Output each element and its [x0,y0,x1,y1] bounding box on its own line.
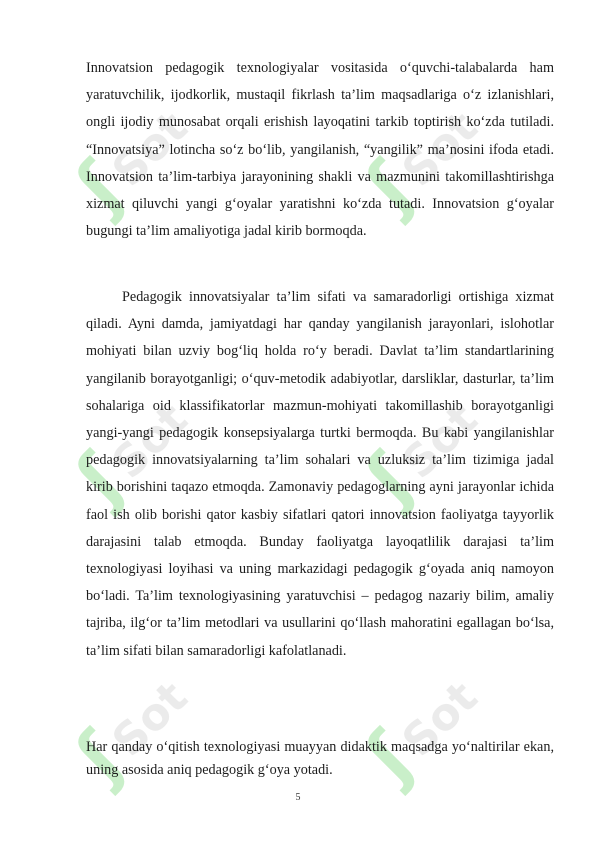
watermark-logo: ʃSot [60,101,198,226]
page-number: 5 [295,792,301,803]
watermark-logo: ʃSot [350,101,488,226]
watermark-logo: ʃSot [350,393,488,518]
paragraph: Har qanday o‘qitish texnologiyasi muayyan didaktik maqsadga yo‘naltirilar ekan, uning asosida aniq pedagogik g‘oya yotadi. [86,739,554,778]
paragraph: Pedagogik innovatsiyalar ta’lim sifati va samaradorligi ortishiga xizmat qiladi. Ayni damda, jamiyatdagi har qanday yangilanish jarayonlari, islohotlar mohiyati bilan uzviy bog‘liq holda ro‘y beradi. Davlat ta’lim standartlarining yangilanib borayotganligi; o‘quv-metodik adabiyotlar, darsliklar, dasturlar, ta’lim sohalariga oid klassifikatorlar mazmun-mohiyati takomillashib borayotganligi yangi-yangi pedagogik konsepsiyalarga turtki bermoqda. Bu kabi yangilanishlar pedagogik innovatsiyalarning ta’lim sohalari va uzluksiz ta’lim tizimiga jadal kirib borishini taqazo etmoqda. Zamonaviy pedagoglarning ayni jarayonlar ichida faol ish olib borishi qator kasbiy sifatlari qatori innovatsion faoliyatga tayyorlik darajasini talab etmoqda. Bunday faoliyatga layoqatlilik darajasi ta’lim texnologiyasi loyihasi va uning markazidagi pedagogik g‘oyada aniq namoyon bo‘ladi. Ta’lim texnologiyasining yaratuvchisi – pedagog nazariy bilim, amaliy tajriba, ilg‘or ta’lim metodlari va usullarini qo‘llash mahoratini egallagan bo‘lsa, ta’lim sifati bilan samaradorligi kafolatlanadi. [86,289,554,659]
watermark-logo: ʃSot [350,671,488,796]
watermark-logo: ʃSot [60,393,198,518]
paragraph: Innovatsion pedagogik texnologiyalar vositasida o‘quvchi-talabalarda ham yaratuvchilik, ijodkorlik, mustaqil fikrlash ta’lim maqsadlariga o‘z izlanishlari, ongli ijodiy munosabat orqali erishish layoqatini tarkib toptirish ko‘zda tutiladi. “Innovatsiya” lotincha so‘z bo‘lib, yangilanish, “yangilik” ma’nosini ifoda etadi. Innovatsion ta’lim-tarbiya jarayonining shakli va mazmunini takomillashtirishga xizmat qiluvchi yangi g‘oyalar yaratishni ko‘zda tutadi. Innovatsion g‘oyalar bugungi ta’lim amaliyotiga jadal kirib bormoqda. [86,60,554,240]
watermark-logo: ʃSot [60,671,198,796]
